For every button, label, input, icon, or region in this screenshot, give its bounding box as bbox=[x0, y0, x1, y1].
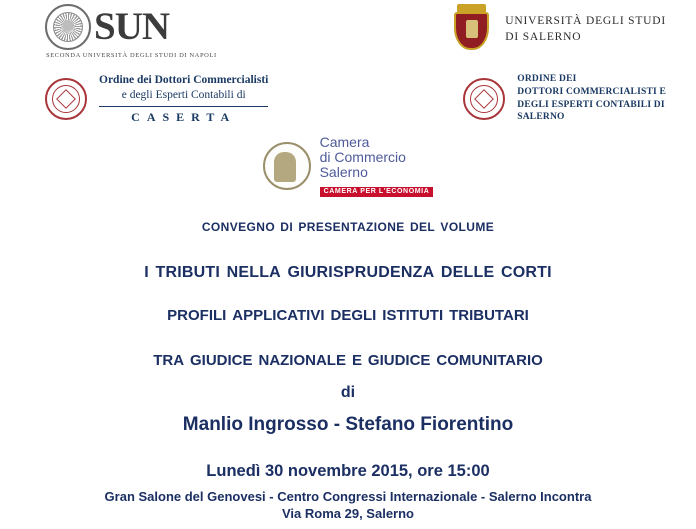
event-authors: Manlio Ingrosso - Stefano Fiorentino bbox=[182, 413, 514, 435]
chamber-of-commerce-seal-icon bbox=[263, 142, 311, 190]
odc-salerno-line1: ORDINE DEI bbox=[517, 74, 577, 84]
logo-unisa bbox=[448, 4, 666, 56]
odc-salerno-line2: DOTTORI COMMERCIALISTI E bbox=[517, 86, 666, 97]
odc-caserta-line2: e degli Esperti Contabili di bbox=[121, 88, 246, 101]
sun-subtitle: SECONDA UNIVERSITÀ DEGLI STUDI DI NAPOLI bbox=[46, 52, 217, 59]
odc-salerno-text bbox=[517, 73, 666, 124]
sun-wordmark: SUN bbox=[94, 5, 170, 49]
cciaa-line1: Camera bbox=[319, 133, 370, 150]
event-title-line1: i tributi nella giurisprudenza delle corti bbox=[144, 256, 552, 283]
event-kicker: convegno di presentazione del volume bbox=[201, 215, 495, 236]
logo-row-middle bbox=[0, 59, 696, 125]
logo-odc-caserta bbox=[45, 73, 268, 125]
event-datetime: Lunedì 30 novembre 2015, ore 15:00 bbox=[206, 461, 490, 480]
cciaa-tagline: CAMERA PER L'ECONOMIA bbox=[320, 187, 434, 197]
odc-caserta-line1: Ordine dei Dottori Commercialisti bbox=[99, 74, 269, 86]
logo-cciaa-salerno bbox=[0, 135, 696, 198]
odc-salerno-line4: SALERNO bbox=[517, 112, 565, 123]
ordine-emblem-icon bbox=[463, 78, 505, 120]
cciaa-line2: di Commercio bbox=[319, 148, 406, 165]
event-venue-line1: Gran Salone del Genovesi - Centro Congressi Internazionale - Salerno Incontra bbox=[104, 488, 592, 504]
logo-row-top bbox=[0, 0, 696, 59]
unisa-line2: DI SALERNO bbox=[505, 31, 582, 43]
logo-sun bbox=[45, 4, 217, 59]
ordine-emblem-icon bbox=[45, 78, 87, 120]
cciaa-line3: Salerno bbox=[319, 164, 368, 181]
event-title-line2: profili applicativi degli istituti tributari bbox=[167, 301, 529, 326]
by-label: di bbox=[340, 383, 356, 401]
logo-odc-salerno bbox=[463, 73, 666, 124]
event-venue-line2: Via Roma 29, Salerno bbox=[282, 505, 414, 521]
heraldic-crest-icon bbox=[448, 4, 495, 56]
unisa-text bbox=[505, 14, 666, 45]
odc-caserta-text bbox=[99, 73, 268, 125]
event-text-block bbox=[0, 215, 696, 520]
event-title-line3: tra giudice nazionale e giudice comunitario bbox=[153, 346, 543, 371]
sun-logo-main bbox=[45, 4, 169, 50]
odc-caserta-city: CASERTA bbox=[99, 106, 268, 125]
unisa-line1: UNIVERSITÀ DEGLI STUDI bbox=[505, 15, 666, 28]
cciaa-text bbox=[320, 135, 434, 198]
odc-salerno-line3: DEGLI ESPERTI CONTABILI DI bbox=[517, 99, 665, 110]
university-seal-icon bbox=[45, 4, 91, 50]
